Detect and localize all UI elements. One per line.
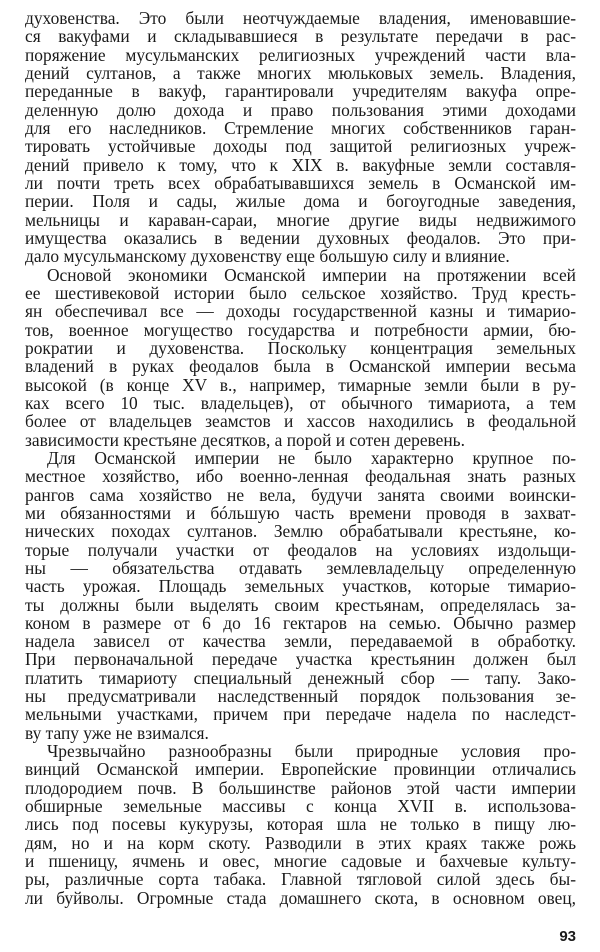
text-line: ры, различные сорта табака. Главной тягловой силой здесь бы- bbox=[25, 869, 576, 890]
text-line: рангов сама хозяйство не вела, будучи занята своими воински- bbox=[25, 484, 576, 505]
text-line: Чрезвычайно разнообразны были природные условия про- bbox=[47, 741, 576, 762]
text-line: ны — обязательства отдавать землевладельцу определенную bbox=[25, 557, 576, 578]
text-line: более от владельцев зеамстов и хассов находились в феодальной bbox=[25, 411, 576, 432]
text-line: винций Османской империи. Европейские провинции отличались bbox=[25, 759, 576, 780]
page-number: 93 bbox=[559, 928, 576, 945]
text-line: ли почти треть всех обрабатывавшихся земель в Османской им- bbox=[25, 172, 576, 193]
text-line: Для Османской империи не было характерно крупное по- bbox=[47, 447, 576, 468]
text-line: ян обеспечивал все — доходы государственной казны и тимарио- bbox=[25, 301, 576, 322]
text-line: платить тимариоту специальный денежный сбор — тапу. Зако- bbox=[25, 667, 576, 688]
text-line: рократии и духовенства. Поскольку концентрация земельных bbox=[25, 337, 576, 358]
paragraph bbox=[25, 449, 576, 742]
text-line: коном в размере от 6 до 16 гектаров на семью. Обычно размер bbox=[25, 612, 576, 633]
text-line: для его наследников. Стремление многих собственников гаран- bbox=[25, 117, 576, 138]
paragraph bbox=[25, 266, 576, 449]
text-line: переданные в вакуф, гарантировали учредителям вакуфа опре- bbox=[25, 81, 576, 102]
text-line: дений привело к тому, что к XIX в. вакуфные земли составля- bbox=[25, 154, 576, 175]
text-line: обширные земельные массивы с конца XVII в. использова- bbox=[25, 796, 576, 817]
text-line: мельными участками, причем при передаче надела по наследст- bbox=[25, 704, 576, 725]
text-line: тов, военное могущество государства и потребности армии, бю- bbox=[25, 319, 576, 340]
text-line: деленную долю дохода и право пользования этими доходами bbox=[25, 99, 576, 120]
text-line: ся вакуфами и складывавшиеся в результате передачи в рас- bbox=[25, 26, 576, 47]
text-line: местное хозяйство, ибо военно-ленная феодальная знать разных bbox=[25, 466, 576, 487]
text-line: мельницы и караван-сараи, многие другие виды недвижимого bbox=[25, 209, 576, 230]
text-line: Основой экономики Османской империи на протяжении всей bbox=[47, 264, 576, 285]
text-line: дям, но и на корм скоту. Разводили в этих краях также рожь bbox=[25, 832, 576, 853]
text-line: имущества оказались в ведении духовных феодалов. Это при- bbox=[25, 227, 576, 248]
text-line: дало мусульманскому духовенству еще большую силу и влияние. bbox=[25, 246, 510, 267]
paragraph bbox=[25, 9, 576, 266]
text-line: торые получали участки от феодалов на условиях издольщи- bbox=[25, 539, 576, 560]
text-line: ли буйволы. Огромные стада домашнего скота, в основном овец, bbox=[25, 887, 576, 908]
text-line: зависимости крестьяне десятков, а порой и сотен деревень. bbox=[25, 429, 465, 450]
text-line: ее шестивековой истории было сельское хозяйство. Труд кресть- bbox=[25, 282, 576, 303]
text-line: нических походах султанов. Землю обрабатывали крестьяне, ко- bbox=[25, 521, 576, 542]
body-text bbox=[25, 9, 576, 907]
text-line: владений в руках феодалов была в Османской империи весьма bbox=[25, 356, 576, 377]
text-line: тировать устойчивые доходы под защитой религиозных учреж- bbox=[25, 136, 576, 157]
text-line: перии. Поля и сады, жилые дома и богоугодные заведения, bbox=[25, 191, 576, 212]
text-line: ках всего 10 тыс. владельцев), от обычного тимариота, а тем bbox=[25, 392, 576, 413]
text-line: лись под посевы кукурузы, которая шла не только в пищу лю- bbox=[25, 814, 576, 835]
text-line: поряжение мусульманских религиозных учреждений части вла- bbox=[25, 44, 576, 65]
text-line: плодородием почв. В большинстве районов этой части империи bbox=[25, 777, 576, 798]
text-line: ты должны были выделять своим крестьянам, определялась за- bbox=[25, 594, 576, 615]
text-line: и пшеницу, ячмень и овес, многие садовые и бахчевые культу- bbox=[25, 851, 576, 872]
text-line: дений султанов, а также многих мюльковых земель. Владения, bbox=[25, 62, 576, 83]
text-line: ми обязанностями и бóльшую часть времени проводя в захват- bbox=[25, 502, 576, 523]
text-line: ву тапу уже не взимался. bbox=[25, 722, 209, 743]
text-line: При первоначальной передаче участка крестьянин должен был bbox=[25, 649, 576, 670]
paragraph bbox=[25, 742, 576, 907]
text-line: надела зависел от качества земли, передаваемой в обработку. bbox=[25, 631, 576, 652]
text-line: ны предусматривали наследственный порядок пользования зе- bbox=[25, 686, 576, 707]
text-line: часть урожая. Площадь земельных участков, которые тимарио- bbox=[25, 576, 576, 597]
text-line: высокой (в конце XV в., например, тимарные земли были в ру- bbox=[25, 374, 576, 395]
text-line: духовенства. Это были неотчуждаемые владения, именовавшие- bbox=[25, 8, 576, 28]
